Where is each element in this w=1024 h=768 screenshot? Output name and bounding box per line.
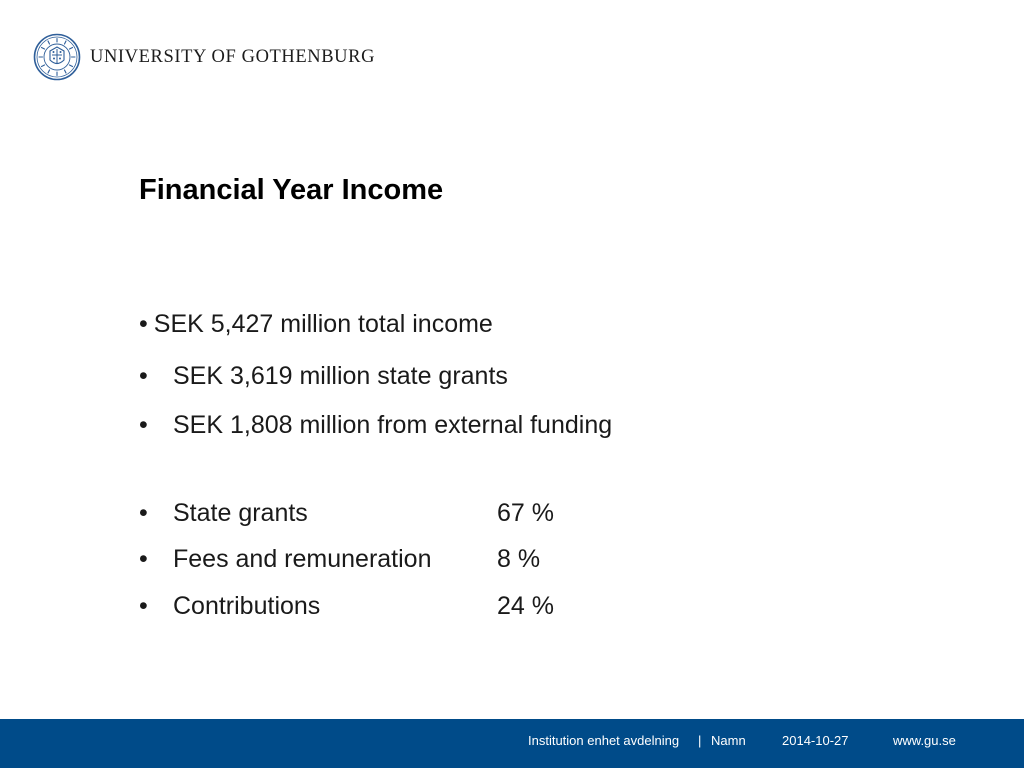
footer-separator: | [698, 733, 702, 748]
footer-name: Namn [711, 733, 746, 748]
bullet: • [139, 411, 148, 439]
total-income-line [139, 309, 493, 339]
bullet: • [139, 592, 148, 620]
slide-title: Financial Year Income [139, 174, 444, 206]
footer-date: 2014-10-27 [782, 733, 849, 748]
footer-url-link[interactable]: www.gu.se [893, 733, 956, 748]
breakdown-percent: 24 % [497, 592, 554, 620]
university-seal-icon [33, 33, 81, 81]
breakdown-label: Fees and remuneration [173, 545, 432, 573]
bullet: • [139, 310, 148, 338]
university-name: UNIVERSITY OF GOTHENBURG [90, 46, 376, 67]
total-income-text: SEK 5,427 million total income [153, 310, 493, 338]
breakdown-percent: 67 % [497, 499, 554, 527]
summary-item-text: SEK 1,808 million from external funding [173, 411, 613, 439]
breakdown-percent: 8 % [497, 545, 541, 573]
breakdown-label: Contributions [173, 592, 321, 620]
university-logo [33, 33, 375, 81]
summary-item-text: SEK 3,619 million state grants [173, 362, 508, 390]
bullet: • [139, 499, 148, 527]
footer-bar [0, 719, 1024, 768]
breakdown-label: State grants [173, 499, 308, 527]
footer-department: Institution enhet avdelning [528, 733, 680, 748]
bullet: • [139, 545, 148, 573]
bullet: • [139, 362, 148, 390]
